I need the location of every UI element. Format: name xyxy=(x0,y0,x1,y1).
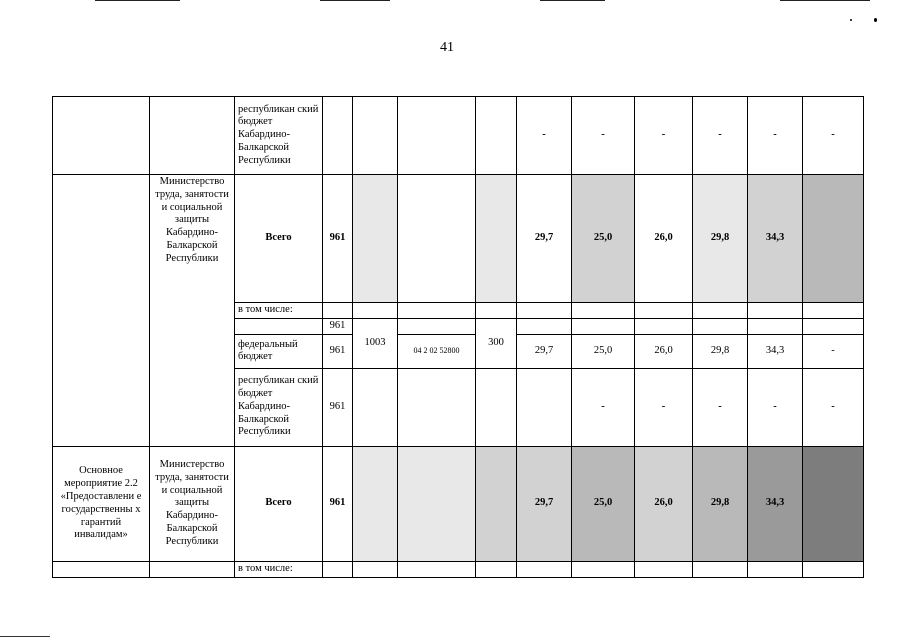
value-cell xyxy=(803,561,864,577)
table-row xyxy=(53,446,864,561)
value-cell xyxy=(803,175,864,303)
value-cell: 26,0 xyxy=(635,175,693,303)
csr-cell: 04 2 02 52800 xyxy=(398,334,476,368)
grbs-cell: 961 xyxy=(323,175,353,303)
value-cell xyxy=(635,561,693,577)
value-cell: 34,3 xyxy=(748,334,803,368)
value-cell xyxy=(748,303,803,319)
value-cell: - xyxy=(517,97,572,175)
csr-cell xyxy=(398,303,476,319)
value-cell xyxy=(517,368,572,446)
value-cell: - xyxy=(693,368,748,446)
scan-speck xyxy=(874,18,877,22)
vr-cell xyxy=(476,446,517,561)
rzpr-cell xyxy=(353,97,398,175)
value-cell: 26,0 xyxy=(635,334,693,368)
vr-cell: 300 xyxy=(476,319,517,369)
value-cell xyxy=(693,303,748,319)
grbs-cell: 961 xyxy=(323,334,353,368)
value-cell: 29,7 xyxy=(517,334,572,368)
csr-cell xyxy=(398,368,476,446)
executor-cell: Министерство труда, занятости и социальной защиты Кабардино-Балкарской Республики xyxy=(150,446,235,561)
value-cell xyxy=(572,319,635,335)
executor-cell xyxy=(150,97,235,175)
source-cell: республикан ский бюджет Кабардино-Балкарской Республики xyxy=(235,97,323,175)
rzpr-cell xyxy=(353,561,398,577)
source-cell: Всего xyxy=(235,446,323,561)
value-cell: 29,8 xyxy=(693,446,748,561)
grbs-cell: 961 xyxy=(323,319,353,335)
value-cell: - xyxy=(693,97,748,175)
value-cell xyxy=(693,319,748,335)
value-cell: 29,8 xyxy=(693,175,748,303)
bottom-edge-line xyxy=(0,636,50,637)
grbs-cell xyxy=(323,303,353,319)
table-row xyxy=(53,561,864,577)
rzpr-cell xyxy=(353,368,398,446)
top-edge-line xyxy=(95,0,180,1)
value-cell: - xyxy=(803,368,864,446)
value-cell: 25,0 xyxy=(572,175,635,303)
value-cell xyxy=(803,446,864,561)
value-cell: - xyxy=(748,97,803,175)
value-cell: 34,3 xyxy=(748,446,803,561)
csr-cell xyxy=(398,175,476,303)
source-cell: республикан ский бюджет Кабардино-Балкарской Республики xyxy=(235,368,323,446)
value-cell xyxy=(803,303,864,319)
rzpr-cell xyxy=(353,303,398,319)
vr-cell xyxy=(476,97,517,175)
csr-cell xyxy=(398,561,476,577)
measure-cell: Основное мероприятие 2.2 «Предоставлени е государственны х гарантий инвалидам» xyxy=(53,446,150,561)
source-cell xyxy=(235,319,323,335)
source-cell: Всего xyxy=(235,175,323,303)
value-cell: 34,3 xyxy=(748,175,803,303)
value-cell: 29,7 xyxy=(517,175,572,303)
value-cell: - xyxy=(635,368,693,446)
executor-cell: Министерство труда, занятости и социальной защиты Кабардино-Балкарской Республики xyxy=(150,175,235,447)
value-cell xyxy=(803,319,864,335)
value-cell xyxy=(572,561,635,577)
top-edge-line xyxy=(780,0,870,1)
budget-table xyxy=(52,96,864,578)
value-cell: 29,8 xyxy=(693,334,748,368)
table-row xyxy=(53,97,864,175)
value-cell: - xyxy=(803,334,864,368)
value-cell xyxy=(635,303,693,319)
value-cell: - xyxy=(748,368,803,446)
value-cell: - xyxy=(572,97,635,175)
executor-cell xyxy=(150,561,235,577)
scan-speck xyxy=(850,19,852,21)
grbs-cell: 961 xyxy=(323,446,353,561)
grbs-cell xyxy=(323,97,353,175)
rzpr-cell xyxy=(353,175,398,303)
value-cell: - xyxy=(572,368,635,446)
vr-cell xyxy=(476,175,517,303)
csr-cell xyxy=(398,446,476,561)
value-cell xyxy=(635,319,693,335)
value-cell: - xyxy=(635,97,693,175)
value-cell xyxy=(572,303,635,319)
source-cell: в том числе: xyxy=(235,561,323,577)
value-cell xyxy=(693,561,748,577)
value-cell xyxy=(517,319,572,335)
rzpr-cell: 1003 xyxy=(353,319,398,369)
csr-cell xyxy=(398,97,476,175)
rzpr-cell xyxy=(353,446,398,561)
top-edge-line xyxy=(540,0,605,1)
table-row xyxy=(53,175,864,303)
vr-cell xyxy=(476,303,517,319)
grbs-cell: 961 xyxy=(323,368,353,446)
value-cell: 25,0 xyxy=(572,334,635,368)
value-cell: 29,7 xyxy=(517,446,572,561)
value-cell: - xyxy=(803,97,864,175)
grbs-cell xyxy=(323,561,353,577)
measure-cell xyxy=(53,561,150,577)
value-cell xyxy=(748,319,803,335)
value-cell: 25,0 xyxy=(572,446,635,561)
value-cell xyxy=(517,303,572,319)
page-number: 41 xyxy=(440,40,454,55)
source-cell: в том числе: xyxy=(235,303,323,319)
vr-cell xyxy=(476,561,517,577)
value-cell xyxy=(748,561,803,577)
vr-cell xyxy=(476,368,517,446)
source-cell: федеральный бюджет xyxy=(235,334,323,368)
value-cell: 26,0 xyxy=(635,446,693,561)
value-cell xyxy=(517,561,572,577)
top-edge-line xyxy=(320,0,390,1)
measure-cell xyxy=(53,175,150,447)
csr-cell xyxy=(398,319,476,335)
measure-cell xyxy=(53,97,150,175)
